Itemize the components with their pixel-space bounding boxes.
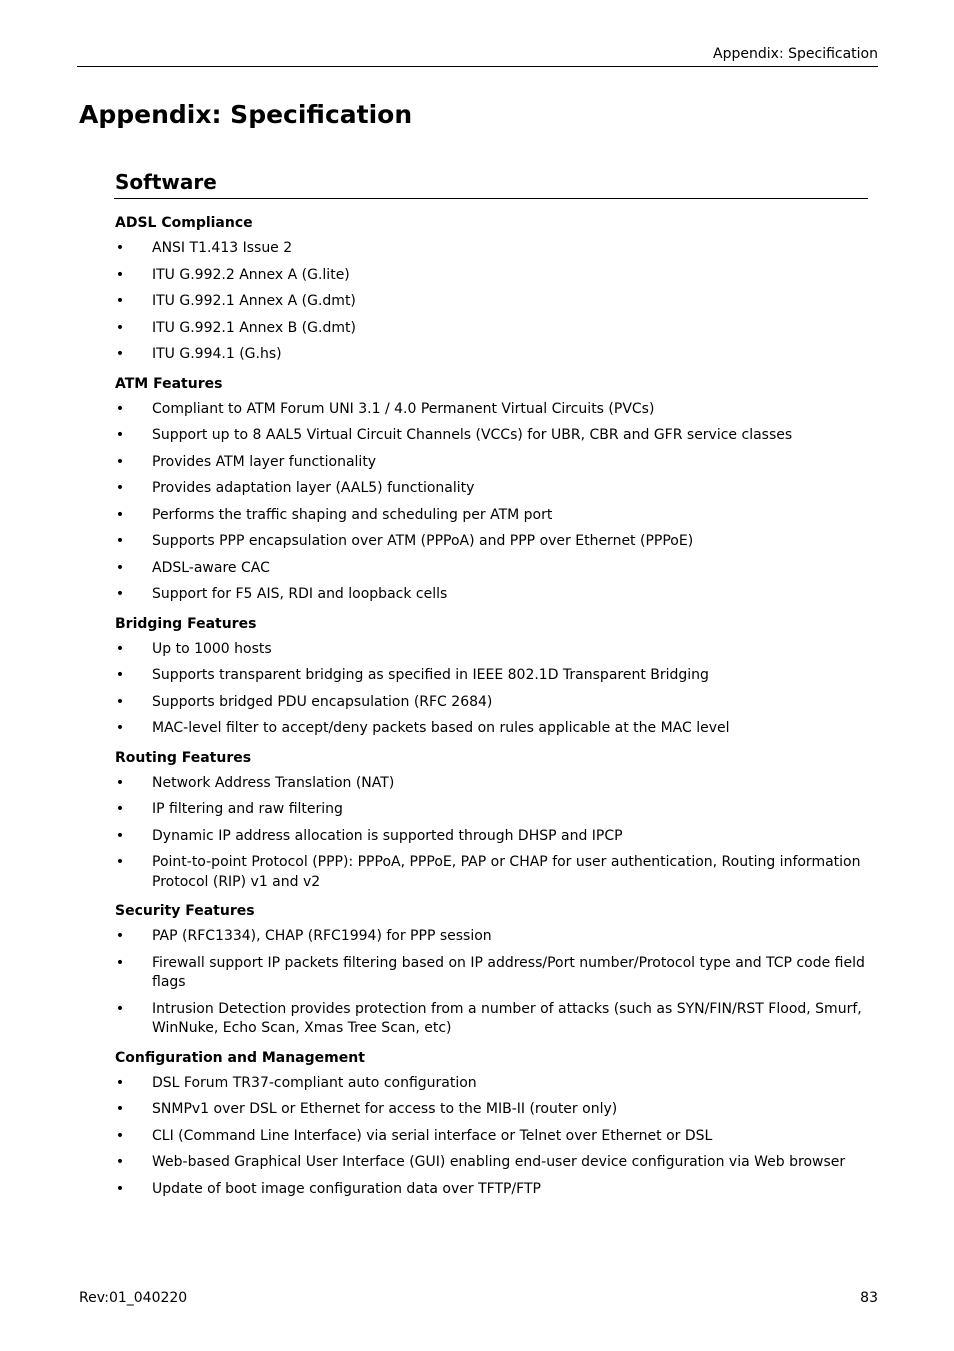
list-item-text: Performs the traffic shaping and scheduling per ATM port <box>152 506 553 523</box>
spec-group <box>115 211 870 365</box>
group-heading: Security Features <box>115 903 255 919</box>
list-item <box>115 345 870 365</box>
bullet-icon: • <box>115 427 125 443</box>
bullet-icon: • <box>115 827 125 844</box>
bullet-icon: • <box>115 640 125 657</box>
footer-page-number: 83 <box>860 1290 878 1306</box>
list-item <box>115 1000 870 1039</box>
bullet-icon: • <box>115 586 125 602</box>
list-item-text: SNMPv1 over DSL or Ethernet for access to the MIB-II (router only) <box>152 1101 618 1117</box>
list-item <box>115 853 870 892</box>
spec-group <box>115 899 870 1039</box>
bullet-icon: • <box>115 293 125 309</box>
page-title: Appendix: Specification <box>79 100 413 129</box>
list-item <box>115 693 870 713</box>
list-item <box>115 559 870 579</box>
bullet-icon: • <box>115 1000 125 1017</box>
header-divider <box>77 66 878 67</box>
list-item-text: Network Address Translation (NAT) <box>152 774 395 791</box>
list-item <box>115 400 870 420</box>
list-item-text: Support up to 8 AAL5 Virtual Circuit Channels (VCCs) for UBR, CBR and GFR service classes <box>152 427 793 443</box>
spec-group <box>115 1046 870 1200</box>
bullet-icon: • <box>115 480 125 496</box>
list-item <box>115 1180 870 1200</box>
bullet-icon: • <box>115 453 125 470</box>
list-item <box>115 532 870 552</box>
list-item-text: Intrusion Detection provides protection from a number of attacks (such as SYN/FIN/RST Flood, Smurf, WinNuke, Echo Scan, Xmas Tree Scan, etc) <box>152 1000 862 1036</box>
bullet-icon: • <box>115 667 125 683</box>
list-item <box>115 827 870 847</box>
bullet-icon: • <box>115 240 125 256</box>
list-item-text: Support for F5 AIS, RDI and loopback cells <box>152 586 448 602</box>
group-heading: Configuration and Management <box>115 1049 365 1066</box>
list-item-text: DSL Forum TR37-compliant auto configuration <box>152 1074 477 1091</box>
bullet-list <box>115 774 870 893</box>
list-item-text: Dynamic IP address allocation is supported through DHSP and IPCP <box>152 827 623 844</box>
list-item <box>115 506 870 526</box>
bullet-icon: • <box>115 1101 125 1117</box>
bullet-list <box>115 400 870 605</box>
bullet-icon: • <box>115 854 125 870</box>
list-item <box>115 1153 870 1173</box>
list-item-text: Supports transparent bridging as specified in IEEE 802.1D Transparent Bridging <box>152 667 709 683</box>
bullet-icon: • <box>115 693 125 710</box>
list-item <box>115 426 870 446</box>
bullet-icon: • <box>115 400 125 417</box>
list-item-text: Web-based Graphical User Interface (GUI) enabling end-user device configuration via Web browser <box>152 1154 846 1170</box>
footer-revision: Rev:01_040220 <box>79 1290 188 1306</box>
bullet-icon: • <box>115 1074 125 1091</box>
bullet-list <box>115 1074 870 1200</box>
list-item <box>115 640 870 660</box>
list-item <box>115 319 870 339</box>
group-heading: ATM Features <box>115 375 223 392</box>
bullet-icon: • <box>115 506 125 523</box>
list-item <box>115 719 870 739</box>
list-item <box>115 479 870 499</box>
bullet-icon: • <box>115 928 125 944</box>
list-item-text: Point-to-point Protocol (PPP): PPPoA, PPPoE, PAP or CHAP for user authentication, Routing information Protocol (RIP) v1 and v2 <box>152 854 861 890</box>
list-item <box>115 453 870 473</box>
list-item-text: ANSI T1.413 Issue 2 <box>152 240 293 256</box>
bullet-list <box>115 239 870 365</box>
list-item-text: CLI (Command Line Interface) via serial interface or Telnet over Ethernet or DSL <box>152 1127 713 1144</box>
list-item-text: Compliant to ATM Forum UNI 3.1 / 4.0 Permanent Virtual Circuits (PVCs) <box>152 400 655 417</box>
list-item <box>115 266 870 286</box>
list-item <box>115 1074 870 1094</box>
section-title: Software <box>115 170 217 194</box>
list-item-text: ITU G.994.1 (G.hs) <box>152 346 282 362</box>
group-heading: Bridging Features <box>115 615 257 632</box>
bullet-icon: • <box>115 1180 125 1197</box>
list-item-text: PAP (RFC1334), CHAP (RFC1994) for PPP session <box>152 928 492 944</box>
list-item-text: Update of boot image configuration data over TFTP/FTP <box>152 1180 541 1197</box>
spec-content <box>115 211 870 1206</box>
bullet-icon: • <box>115 559 125 576</box>
list-item-text: Firewall support IP packets filtering based on IP address/Port number/Protocol type and TCP code field flags <box>152 954 865 990</box>
bullet-icon: • <box>115 1127 125 1144</box>
spec-group <box>115 612 870 739</box>
bullet-icon: • <box>115 319 125 336</box>
bullet-icon: • <box>115 533 125 549</box>
running-header: Appendix: Specification <box>713 46 878 62</box>
bullet-list <box>115 927 870 1039</box>
list-item <box>115 1127 870 1147</box>
list-item-text: ITU G.992.2 Annex A (G.lite) <box>152 266 350 283</box>
list-item <box>115 585 870 605</box>
list-item-text: ITU G.992.1 Annex A (G.dmt) <box>152 293 356 309</box>
bullet-list <box>115 640 870 739</box>
list-item <box>115 774 870 794</box>
list-item <box>115 927 870 947</box>
list-item <box>115 1100 870 1120</box>
list-item <box>115 954 870 993</box>
list-item-text: ITU G.992.1 Annex B (G.dmt) <box>152 319 356 336</box>
bullet-icon: • <box>115 720 125 736</box>
group-heading: ADSL Compliance <box>115 215 253 231</box>
bullet-icon: • <box>115 266 125 283</box>
list-item-text: Up to 1000 hosts <box>152 640 272 657</box>
list-item <box>115 239 870 259</box>
section-divider <box>114 198 868 199</box>
list-item <box>115 292 870 312</box>
bullet-icon: • <box>115 1154 125 1170</box>
spec-group <box>115 746 870 893</box>
list-item <box>115 666 870 686</box>
list-item-text: ADSL-aware CAC <box>152 559 270 576</box>
list-item-text: IP filtering and raw filtering <box>152 801 343 817</box>
list-item-text: Supports PPP encapsulation over ATM (PPPoA) and PPP over Ethernet (PPPoE) <box>152 533 694 549</box>
bullet-icon: • <box>115 954 125 971</box>
bullet-icon: • <box>115 801 125 817</box>
bullet-icon: • <box>115 774 125 791</box>
list-item-text: Provides ATM layer functionality <box>152 453 377 470</box>
bullet-icon: • <box>115 346 125 362</box>
list-item-text: MAC-level filter to accept/deny packets based on rules applicable at the MAC level <box>152 720 730 736</box>
list-item-text: Provides adaptation layer (AAL5) functionality <box>152 480 475 496</box>
list-item-text: Supports bridged PDU encapsulation (RFC 2684) <box>152 693 493 710</box>
group-heading: Routing Features <box>115 749 252 766</box>
spec-group <box>115 372 870 605</box>
list-item <box>115 800 870 820</box>
